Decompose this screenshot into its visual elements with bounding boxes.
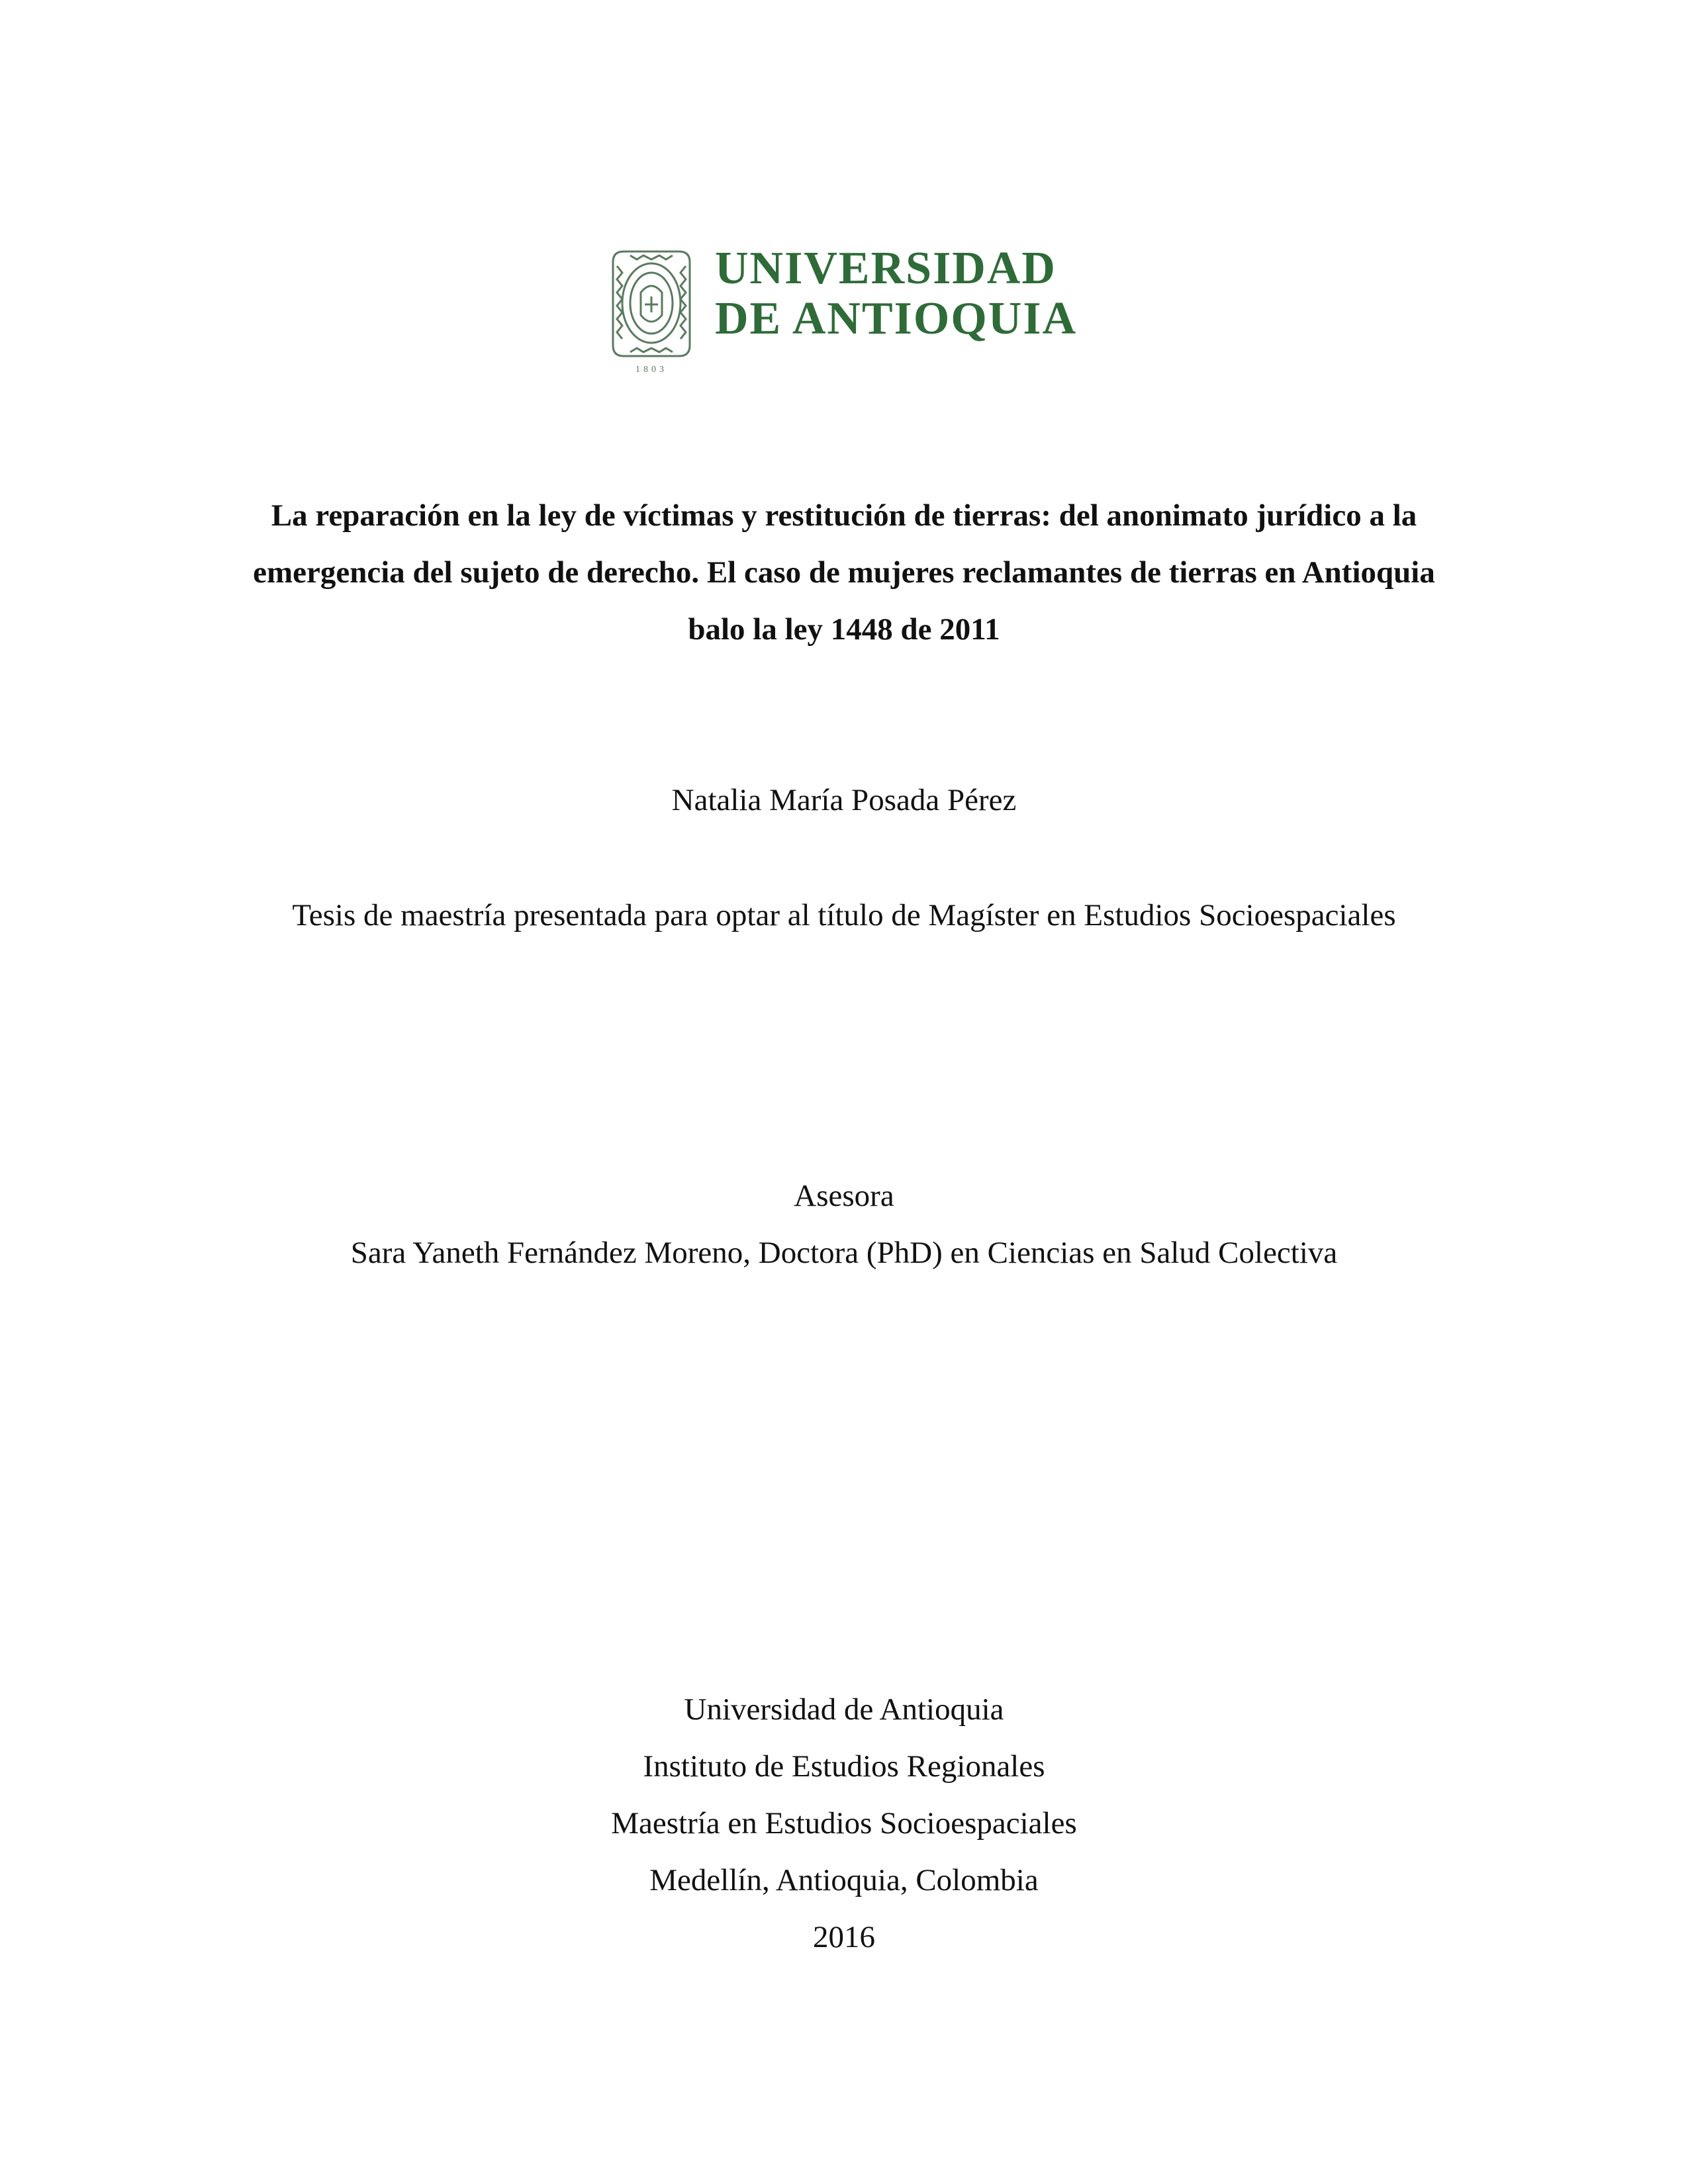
seal-year: 1803 <box>635 365 667 375</box>
university-wordmark <box>715 244 1077 344</box>
university-logo <box>604 242 1080 375</box>
advisor-block <box>132 1167 1556 1281</box>
university-seal-icon <box>604 246 699 376</box>
advisor-name: Sara Yaneth Fernández Moreno, Doctora (PhD) en Ciencias en Salud Colectiva <box>350 1236 1338 1270</box>
wordmark-line-1: UNIVERSIDAD <box>715 243 1056 294</box>
thesis-title-line-3: balo la ley 1448 de 2011 <box>688 612 1000 647</box>
institution-block <box>132 1681 1556 1966</box>
institution-location: Medellín, Antioquia, Colombia <box>649 1863 1039 1897</box>
thesis-title-line-2: emergencia del sujeto de derecho. El caso de mujeres reclamantes de tierras en Antioquia <box>253 555 1435 590</box>
wordmark-line-2: DE ANTIOQUIA <box>715 293 1078 344</box>
institution-institute: Instituto de Estudios Regionales <box>643 1749 1045 1784</box>
institution-university: Universidad de Antioquia <box>684 1692 1004 1727</box>
advisor-role: Asesora <box>794 1179 894 1213</box>
thesis-title <box>132 487 1556 658</box>
degree-statement: Tesis de maestría presentada para optar al título de Magíster en Estudios Socioespaciales <box>292 898 1396 933</box>
author-name: Natalia María Posada Pérez <box>671 783 1017 817</box>
thesis-title-line-1: La reparación en la ley de víctimas y restitución de tierras: del anonimato jurídico a la <box>271 498 1417 533</box>
institution-year: 2016 <box>813 1920 875 1954</box>
institution-program: Maestría en Estudios Socioespaciales <box>611 1806 1077 1841</box>
